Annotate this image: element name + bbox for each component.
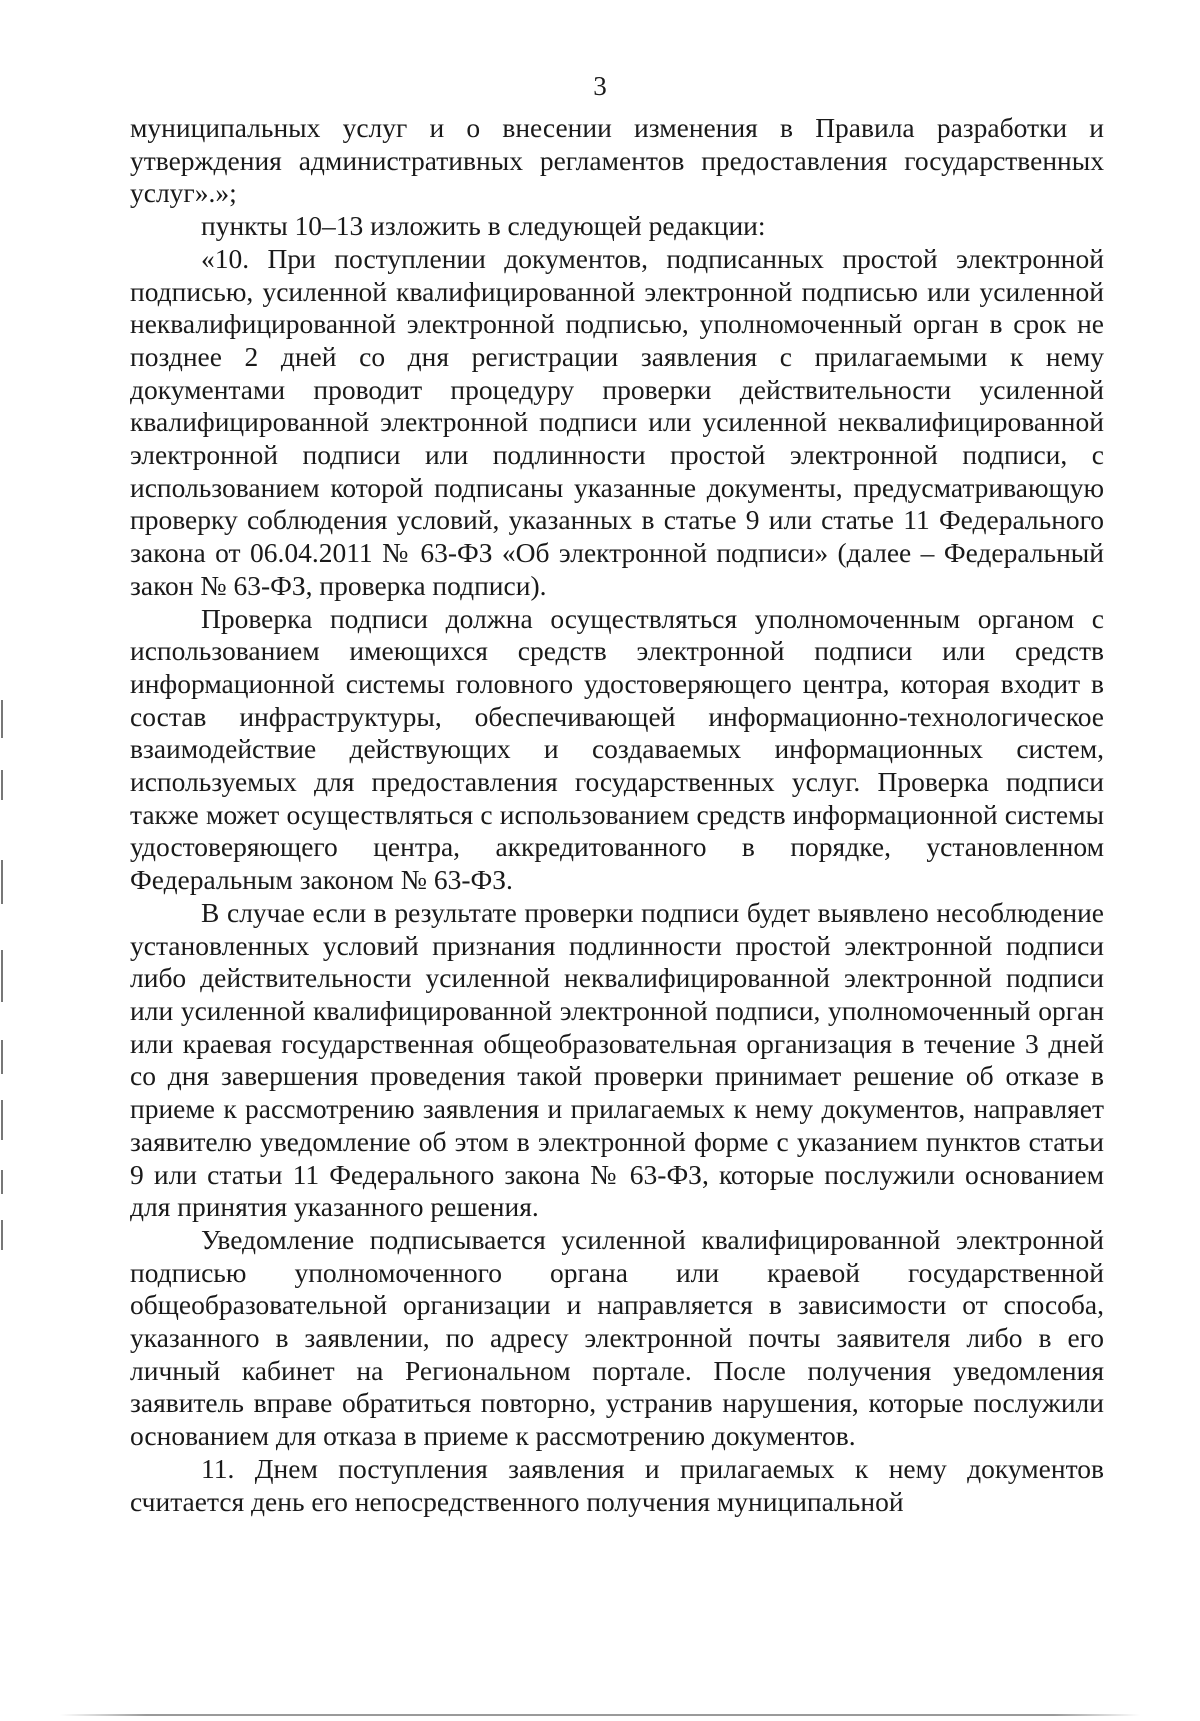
paragraph-item-10: «10. При поступлении документов, подписанных простой электронной подписью, усиленной квалифицированной электронной подписью или усиленной неквалифицированной электронной подписью, уполномоченный орган в срок не позднее 2 дней со дня регистрации заявления с прилагаемыми к нему документами проводит процедуру проверки действительности усиленной квалифицированной электронной подписи или усиленной неквалифицированной электронной подписи или подлинности простой электронной подписи, с использованием которой подписаны указанные документы, предусматривающую проверку соблюдения условий, указанных в статье 9 или статье 11 Федерального закона от 06.04.2011 № 63-ФЗ «Об электронной подписи» (далее – Федеральный закон № 63-ФЗ, проверка подписи). [130,242,1104,601]
page-number: 3 [593,71,607,101]
scan-margin-marks [0,700,4,1260]
paragraph-refusal: В случае если в результате проверки подписи будет выявлено несоблюдение установленных условий признания подлинности простой электронной подписи либо действительности усиленной неквалифицированной электронной подписи или усиленной квалифицированной электронной подписи, уполномоченный орган или краевая государственная общеобразовательная организация в течение 3 дней со дня завершения проведения такой проверки принимает решение об отказе в приеме к рассмотрению заявления и прилагаемых к нему документов, направляет заявителю уведомление об этом в электронной форме с указанием пунктов статьи 9 или статьи 11 Федерального закона № 63-ФЗ, которые послужили основанием для принятия указанного решения. [130,896,1104,1223]
paragraph-item-11: 11. Днем поступления заявления и прилагаемых к нему документов считается день его непосредственного получения муниципальной [130,1452,1104,1517]
paragraph-continuation: муниципальных услуг и о внесении изменения в Правила разработки и утверждения административных регламентов предоставления государственных услуг».»; [130,112,1104,209]
document-body [130,112,1104,1518]
paragraph-notification: Уведомление подписывается усиленной квалифицированной электронной подписью уполномоченного органа или краевой государственной общеобразовательной организации и направляется в зависимости от способа, указанного в заявлении, по адресу электронной почты заявителя либо в его личный кабинет на Региональном портале. После получения уведомления заявитель вправе обратиться повторно, устранив нарушения, которые послужили основанием для отказа в приеме к рассмотрению документов. [130,1223,1104,1452]
paragraph-signature-check: Проверка подписи должна осуществляться уполномоченным органом с использованием имеющихся средств электронной подписи или средств информационной системы головного удостоверяющего центра, которая входит в состав инфраструктуры, обеспечивающей информационно-технологическое взаимодействие действующих и создаваемых информационных систем, используемых для предоставления государственных услуг. Проверка подписи также может осуществляться с использованием средств информационной системы удостоверяющего центра, аккредитованного в порядке, установленном Федеральным законом № 63-ФЗ. [130,602,1104,896]
paragraph-amendment-intro: пункты 10–13 изложить в следующей редакции: [201,210,766,242]
scan-bottom-edge [60,1714,1140,1716]
